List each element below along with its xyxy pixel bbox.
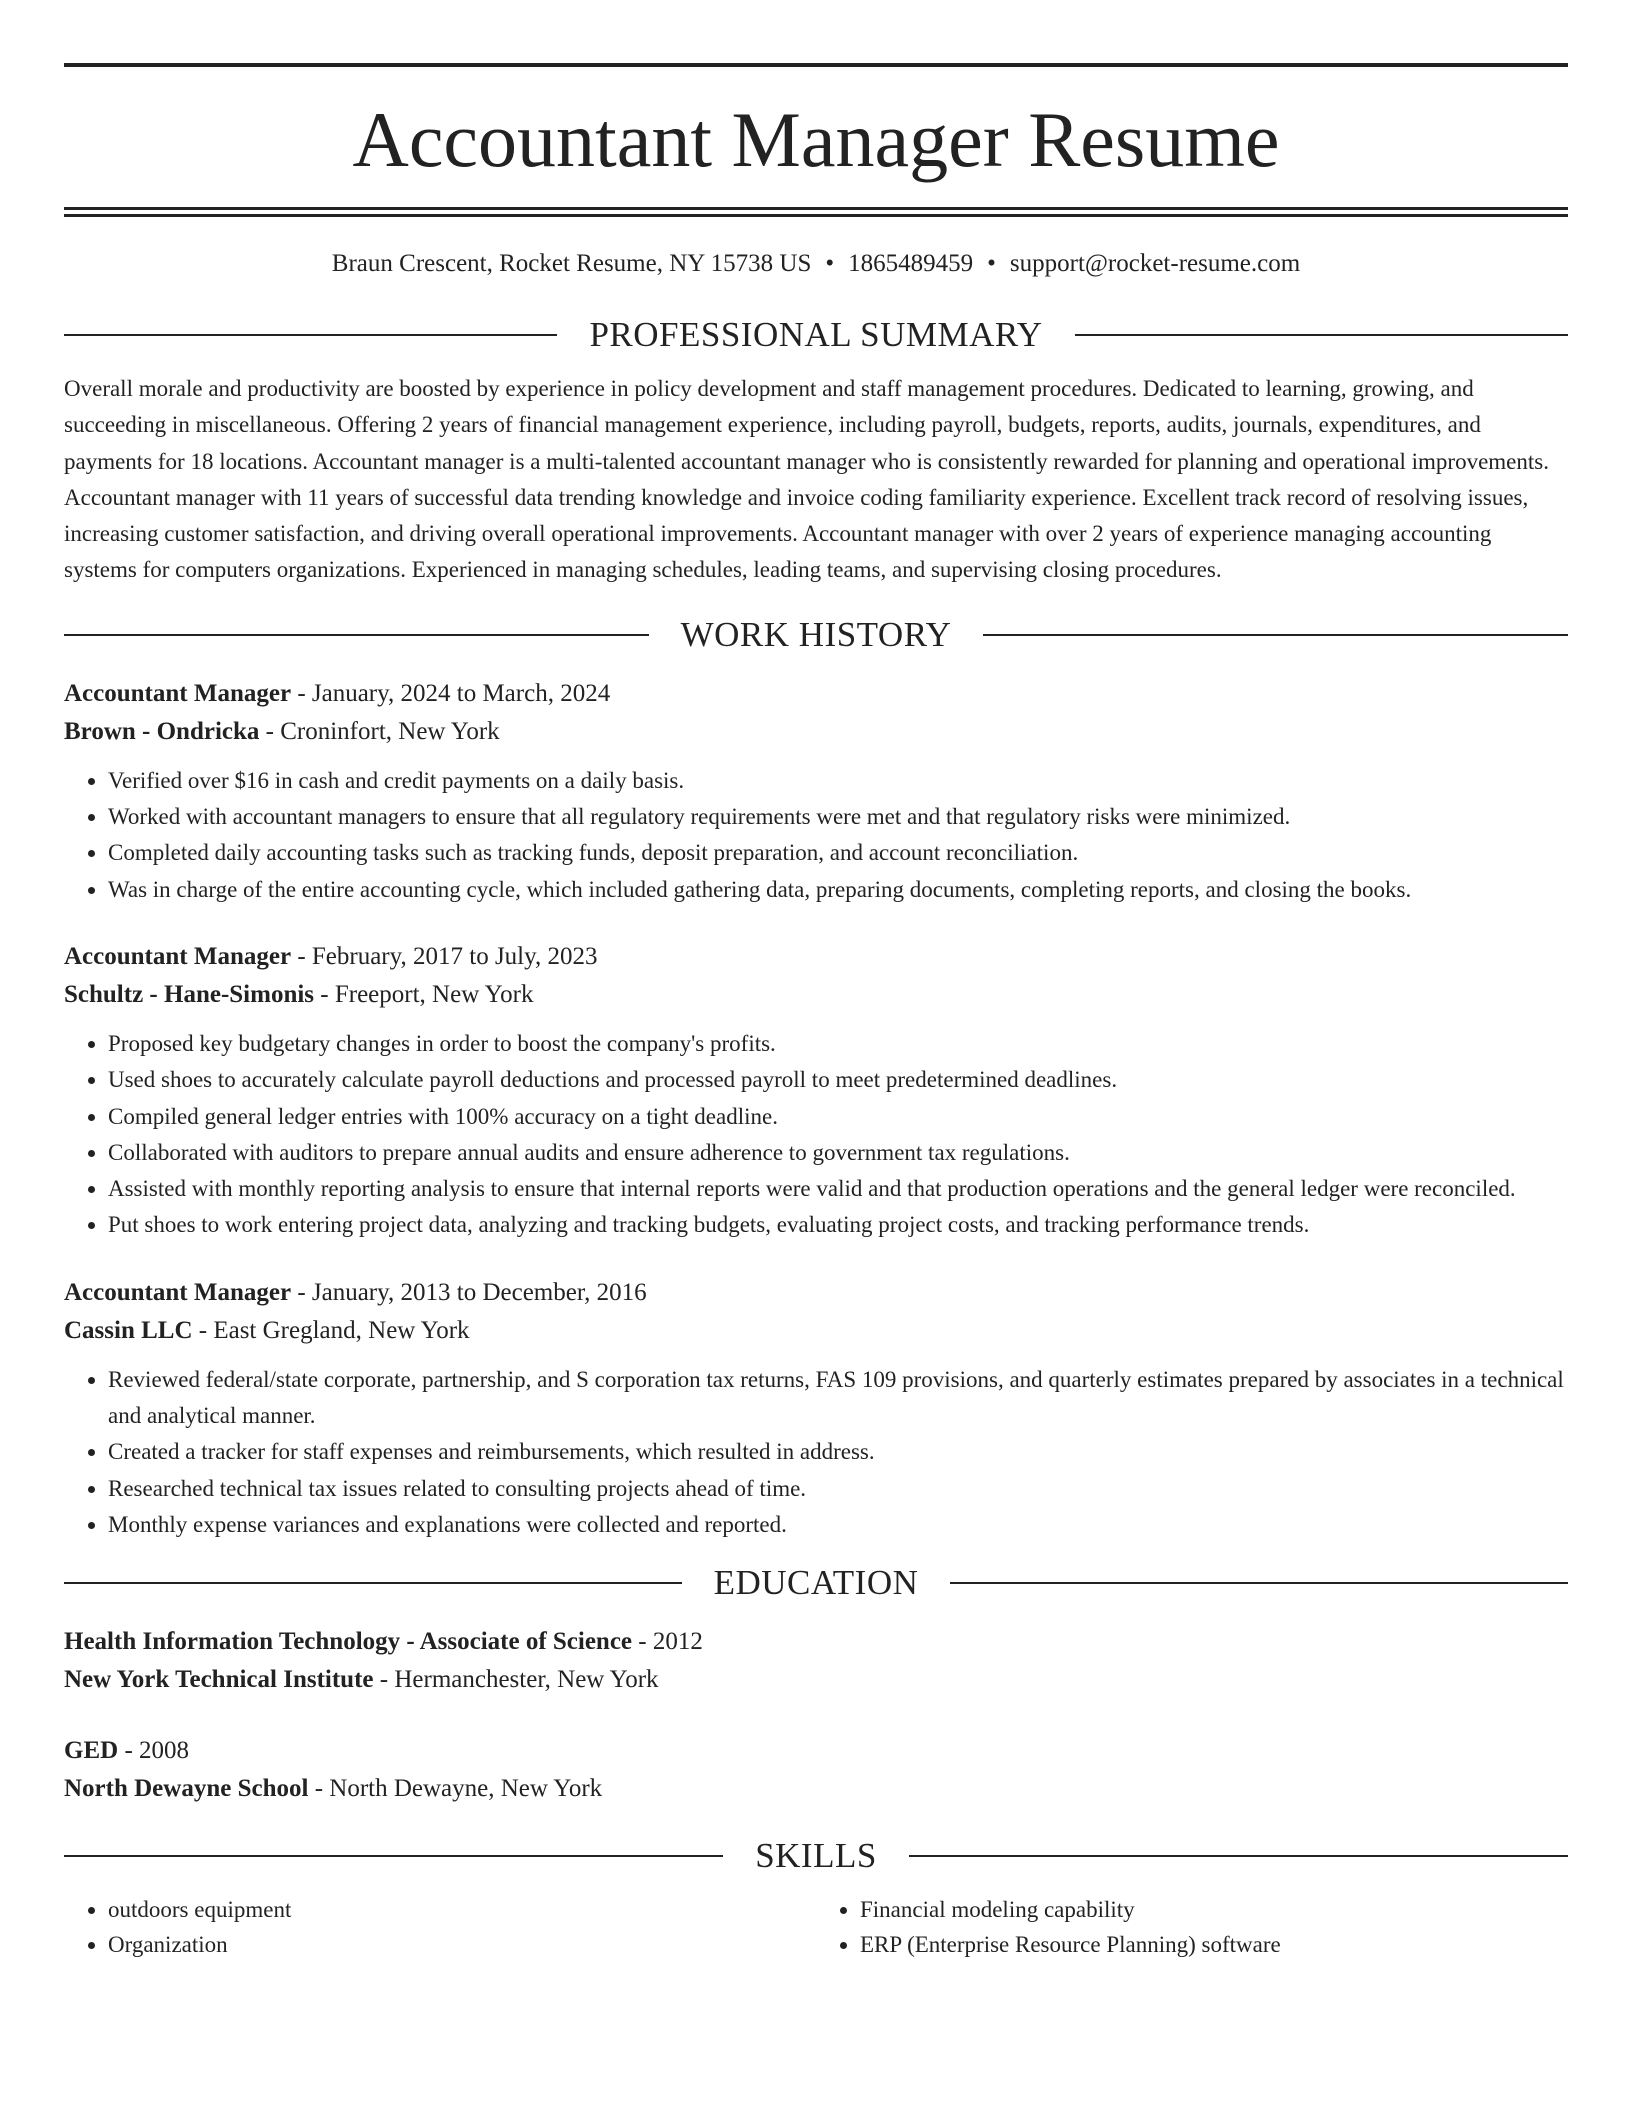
job-company-line <box>64 1312 1568 1350</box>
section-title: EDUCATION <box>713 1563 919 1603</box>
education-entry <box>64 1623 1568 1699</box>
resume-page <box>64 0 1568 1962</box>
job-entry <box>64 675 1568 908</box>
education-school-line <box>64 1661 1568 1699</box>
divider-line <box>64 1582 682 1584</box>
contact-line <box>64 247 1568 281</box>
section-title: PROFESSIONAL SUMMARY <box>589 315 1043 354</box>
list-item: • outdoors equipment <box>108 1892 816 1927</box>
divider-line <box>909 1855 1568 1857</box>
divider-line <box>1075 334 1568 336</box>
skills-column-left <box>64 1892 816 1962</box>
education-school: New York Technical Institute <box>64 1666 374 1694</box>
section-title: WORK HISTORY <box>680 614 952 654</box>
job-dates: - January, 2024 to March, 2024 <box>291 679 611 707</box>
list-item: • Collaborated with auditors to prepare annual audits and ensure adherence to government tax regulations. <box>108 1135 1568 1171</box>
list-item: • Proposed key budgetary changes in order to boost the company's profits. <box>108 1026 1568 1062</box>
contact-separator: • <box>825 250 835 277</box>
contact-phone: 1865489459 <box>848 250 974 277</box>
section-heading-education <box>64 1559 1568 1607</box>
job-location: - East Gregland, New York <box>192 1316 470 1344</box>
list-item: • Used shoes to accurately calculate payroll deductions and processed payroll to meet predetermined deadlines. <box>108 1062 1568 1098</box>
list-item: • Completed daily accounting tasks such as tracking funds, deposit preparation, and account reconciliation. <box>108 835 1568 871</box>
job-company: Brown - Ondricka <box>64 717 260 745</box>
list-item: • Created a tracker for staff expenses and reimbursements, which resulted in address. <box>108 1434 1568 1470</box>
page-title: Accountant Manager Resume <box>352 96 1280 183</box>
education-location: - North Dewayne, New York <box>308 1775 603 1803</box>
job-company-line <box>64 713 1568 751</box>
job-entry <box>64 1274 1568 1543</box>
list-item: • Put shoes to work entering project data, analyzing and tracking budgets, evaluating project costs, and tracking performance trends. <box>108 1207 1568 1243</box>
list-item: • Reviewed federal/state corporate, partnership, and S corporation tax returns, FAS 109 provisions, and quarterly estimates prepared by associates in a technical and analytical manner. <box>108 1362 1568 1435</box>
divider-line <box>983 634 1568 636</box>
section-heading-work-history <box>64 611 1568 659</box>
education-degree: GED <box>64 1737 119 1765</box>
job-bullets <box>64 1362 1568 1543</box>
job-location: - Freeport, New York <box>314 980 534 1008</box>
section-title: SKILLS <box>755 1836 877 1876</box>
job-bullets <box>64 1026 1568 1244</box>
job-dates: - January, 2013 to December, 2016 <box>291 1278 647 1306</box>
divider-line <box>64 1855 723 1857</box>
list-item: • Verified over $16 in cash and credit payments on a daily basis. <box>108 763 1568 799</box>
list-item: • ERP (Enterprise Resource Planning) software <box>860 1927 1568 1962</box>
job-company: Schultz - Hane-Simonis <box>64 980 315 1008</box>
education-school-line <box>64 1770 1568 1808</box>
list-item: • Monthly expense variances and explanations were collected and reported. <box>108 1507 1568 1543</box>
list-item: • Worked with accountant managers to ensure that all regulatory requirements were met and that regulatory risks were minimized. <box>108 799 1568 835</box>
section-heading-skills <box>64 1832 1568 1880</box>
education-degree-line <box>64 1623 1568 1661</box>
job-bullets <box>64 763 1568 908</box>
top-rule <box>64 63 1568 67</box>
list-item: • Organization <box>108 1927 816 1962</box>
job-title-line <box>64 938 1568 976</box>
education-school: North Dewayne School <box>64 1775 309 1803</box>
list-item: • Financial modeling capability <box>860 1892 1568 1927</box>
job-company-line <box>64 976 1568 1014</box>
contact-email: support@rocket-resume.com <box>1009 250 1301 277</box>
education-degree: Health Information Technology - Associate of Science <box>64 1628 633 1656</box>
list-item: • Assisted with monthly reporting analysis to ensure that internal reports were valid and that production operations and the general ledger were reconciled. <box>108 1171 1568 1207</box>
title-double-rule <box>64 207 1568 217</box>
education-year: - 2008 <box>118 1737 190 1765</box>
job-company: Cassin LLC <box>64 1316 193 1344</box>
education-entry <box>64 1732 1568 1808</box>
skills-list <box>64 1892 1568 1962</box>
contact-separator: • <box>987 250 996 277</box>
job-entry <box>64 938 1568 1244</box>
education-location: - Hermanchester, New York <box>373 1666 659 1694</box>
contact-address: Braun Crescent, Rocket Resume, NY 15738 US <box>331 250 812 277</box>
job-location: - Croninfort, New York <box>259 717 500 745</box>
skills-column-right <box>816 1892 1568 1962</box>
divider-line <box>64 634 649 636</box>
education-degree-line <box>64 1732 1568 1770</box>
job-title: Accountant Manager <box>64 1278 292 1306</box>
job-title: Accountant Manager <box>64 942 292 970</box>
list-item: • Was in charge of the entire accounting cycle, which included gathering data, preparing documents, completing reports, and closing the books. <box>108 872 1568 908</box>
job-dates: - February, 2017 to July, 2023 <box>291 942 598 970</box>
job-title: Accountant Manager <box>64 679 292 707</box>
divider-line <box>950 1582 1568 1584</box>
list-item: • Researched technical tax issues related to consulting projects ahead of time. <box>108 1471 1568 1507</box>
divider-line <box>64 334 557 336</box>
job-title-line <box>64 675 1568 713</box>
summary-paragraph: Overall morale and productivity are boosted by experience in policy development and staff management procedures. Dedicated to learning, growing, and succeeding in miscellaneous. Offering 2 years of financial management experience, including payroll, budgets, reports, audits, journals, expenditures, and payments for 18 locations. Accountant manager is a multi-talented accountant manager who is consistently rewarded for planning and operational improvements. Accountant manager with 11 years of successful data trending knowledge and invoice coding familiarity experience. Excellent track record of resolving issues, increasing customer satisfaction, and driving overall operational improvements. Accountant manager with over 2 years of experience managing accounting systems for computers organizations. Experienced in managing schedules, leading teams, and supervising closing procedures. <box>64 376 1549 583</box>
job-title-line <box>64 1274 1568 1312</box>
education-year: - 2012 <box>632 1628 703 1656</box>
list-item: • Compiled general ledger entries with 100% accuracy on a tight deadline. <box>108 1099 1568 1135</box>
section-heading-summary <box>64 311 1568 359</box>
